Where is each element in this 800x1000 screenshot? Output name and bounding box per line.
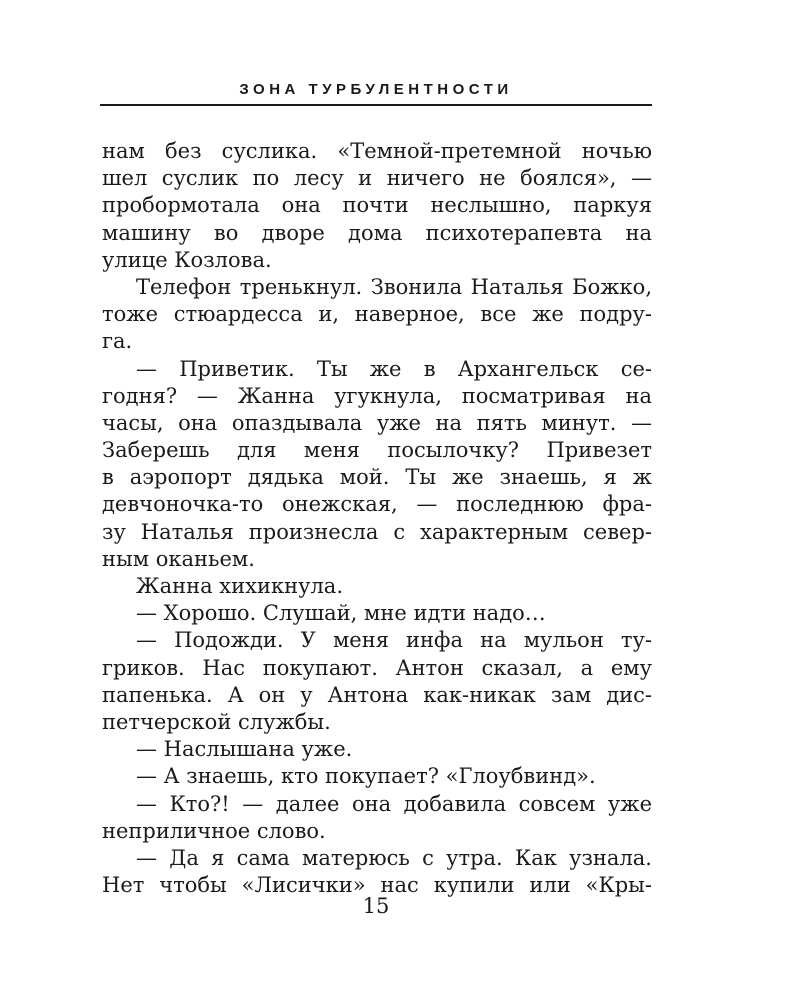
text-line: в аэропорт дядька мой. Ты же знаешь, я ж [102,465,652,490]
text-line: — Подожди. У меня инфа на мульон ту- [136,628,652,653]
text-line: девчоночка-то онежская, — последнюю фра- [102,492,652,517]
text-line: Нет чтобы «Лисички» нас купили или «Кры- [102,873,652,898]
text-line: — Приветик. Ты же в Архангельск се- [136,356,652,381]
running-head-title: ЗОНА ТУРБУЛЕНТНОСТИ [239,81,513,98]
text-line: — А знаешь, кто покупает? «Глоубвинд». [136,764,596,789]
text-line: — Кто?! — далее она добавила совсем уже [136,791,652,816]
header-rule [100,104,652,106]
text-line: шел суслик по лесу и ничего не боялся», — [102,166,652,191]
text-line: пробормотала она почти неслышно, паркуя [102,193,652,218]
text-line: ным оканьем. [102,546,255,571]
text-line: Заберешь для меня посылочку? Привезет [102,438,652,463]
text-line: зу Наталья произнесла с характерным север- [102,519,652,544]
text-line: — Да я сама матерюсь с утра. Как узнала. [136,845,652,870]
text-line: Телефон тренькнул. Звонила Наталья Божко, [136,274,652,299]
text-line: неприличное слово. [102,818,326,843]
text-line: годня? — Жанна угукнула, посматривая на [102,383,652,408]
text-line: га. [102,329,133,354]
body-text [102,138,652,899]
text-line: нам без суслика. «Темной-претемной ночью [102,139,652,163]
text-line: машину во дворе дома психотерапевта на [102,220,652,245]
page-number: 15 [362,894,390,918]
text-line: тоже стюардесса и, наверное, все же подру- [102,302,652,327]
text-line: гриков. Нас покупают. Антон сказал, а ему [102,655,652,680]
text-line: улице Козлова. [102,247,272,272]
text-line: петчерской службы. [102,709,331,734]
text-line: — Наслышана уже. [136,737,353,762]
text-line: Жанна хихикнула. [136,574,343,598]
text-line: — Хорошо. Слушай, мне идти надо… [136,601,546,626]
text-line: папенька. А он у Антона как-никак зам дис- [102,682,652,707]
text-line: часы, она опаздывала уже на пять минут. — [102,410,652,435]
